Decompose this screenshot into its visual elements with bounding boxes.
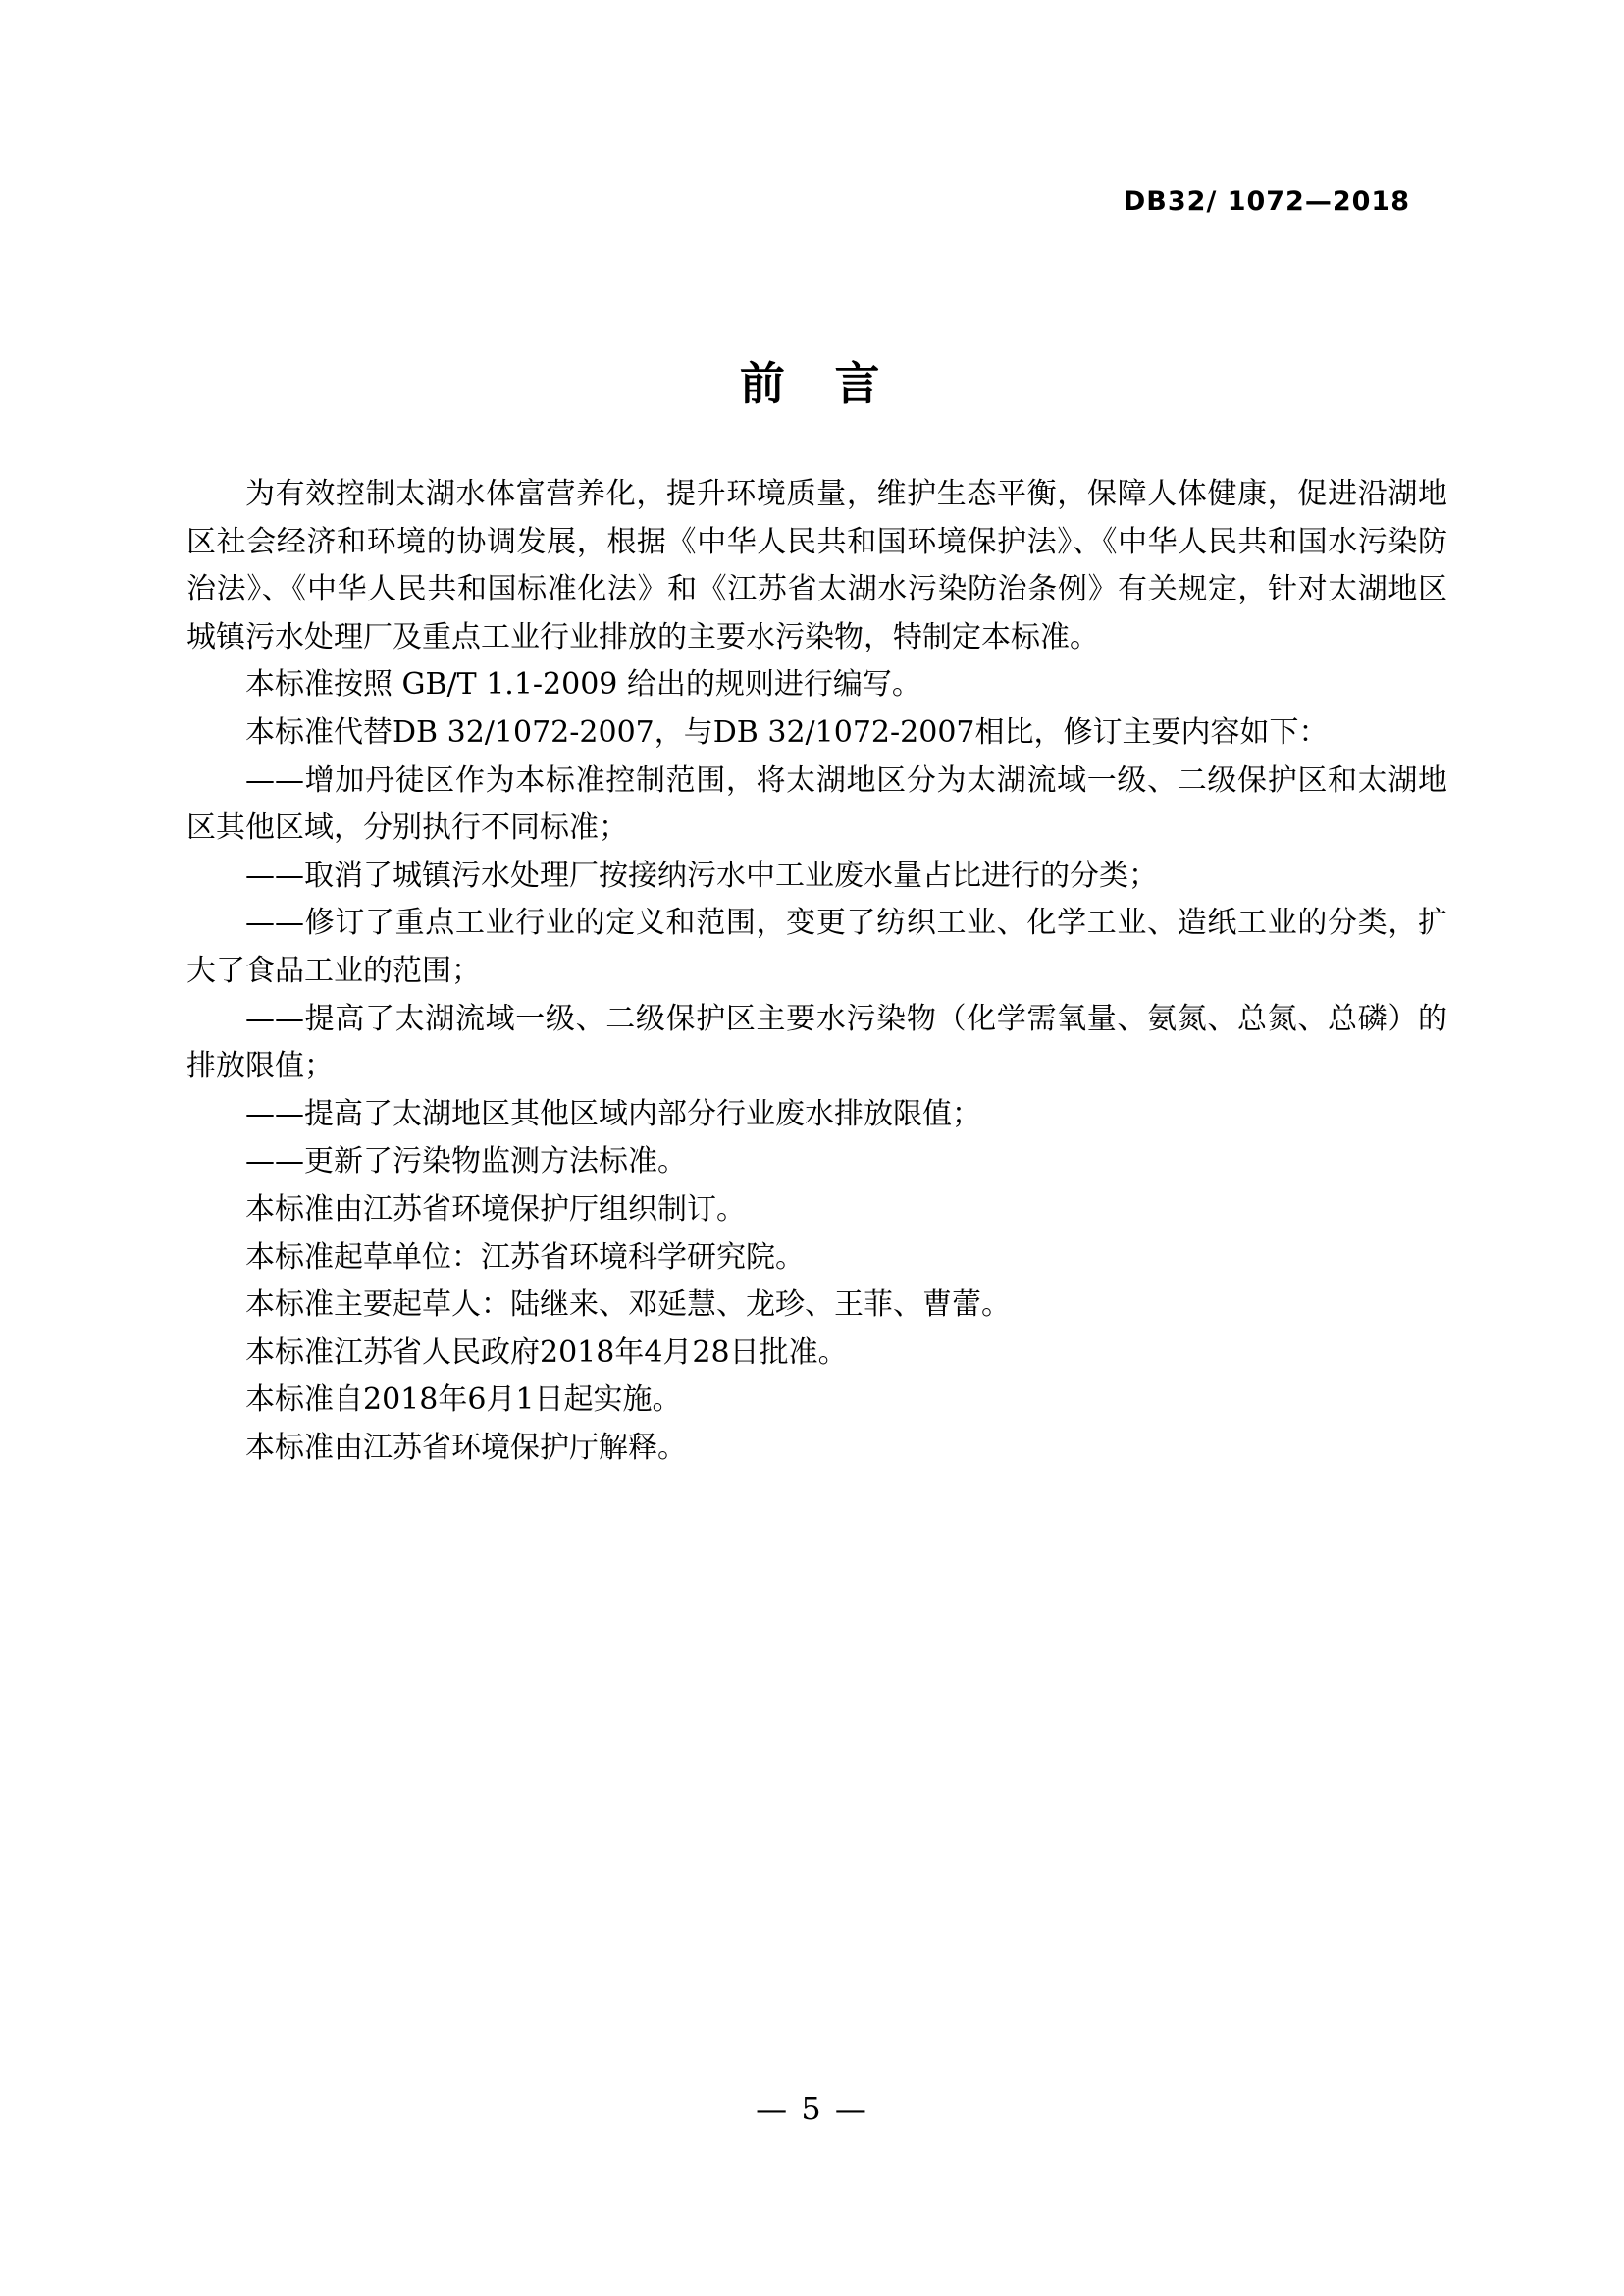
paragraph: ——更新了污染物监测方法标准。 <box>245 1144 687 1179</box>
paragraph: ——修订了重点工业行业的定义和范围，变更了纺织工业、化学工业、造纸工业的分类，扩大了食品工业的范围； <box>186 906 1447 988</box>
page-title-right: 言 <box>834 357 885 410</box>
paragraph: 本标准起草单位：江苏省环境科学研究院。 <box>245 1239 805 1275</box>
paragraph: ——增加丹徒区作为本标准控制范围，将太湖地区分为太湖流域一级、二级保护区和太湖地区其他区域，分别执行不同标准； <box>186 762 1447 846</box>
paragraph: ——提高了太湖地区其他区域内部分行业废水排放限值； <box>245 1096 981 1131</box>
paragraph: 本标准按照 GB/T 1.1-2009 给出的规则进行编写。 <box>245 667 921 703</box>
foreword-body <box>186 471 1447 1472</box>
paragraph: ——提高了太湖流域一级、二级保护区主要水污染物（化学需氧量、氨氮、总氮、总磷）的排放限值； <box>186 1001 1447 1084</box>
paragraph: 本标准自2018年6月1日起实施。 <box>245 1383 682 1418</box>
paragraph: 本标准主要起草人：陆继来、邓延慧、龙珍、王菲、曹蕾。 <box>245 1287 1011 1323</box>
paragraph: 本标准江苏省人民政府2018年4月28日批准。 <box>245 1334 848 1370</box>
page-header-standard-code: DB32/ 1072—2018 <box>1123 186 1410 217</box>
paragraph: 本标准由江苏省环境保护厅组织制订。 <box>245 1191 746 1226</box>
page-number: — 5 — <box>756 2090 868 2127</box>
paragraph: ——取消了城镇污水处理厂按接纳污水中工业废水量占比进行的分类； <box>245 858 1158 893</box>
paragraph: 为有效控制太湖水体富营养化，提升环境质量，维护生态平衡，保障人体健康，促进沿湖地区社会经济和环境的协调发展，根据《中华人民共和国环境保护法》、《中华人民共和国水污染防治法》、《中华人民共和国标准化法》和《江苏省太湖水污染防治条例》有关规定，针对太湖地区城镇污水处理厂及重点工业行业排放的主要水污染物，特制定本标准。 <box>186 477 1447 654</box>
paragraph: 本标准代替DB 32/1072-2007，与DB 32/1072-2007相比，修订主要内容如下： <box>245 714 1329 750</box>
page-title-left: 前 <box>739 357 790 410</box>
page-title <box>0 348 1624 413</box>
paragraph: 本标准由江苏省环境保护厅解释。 <box>245 1430 687 1465</box>
